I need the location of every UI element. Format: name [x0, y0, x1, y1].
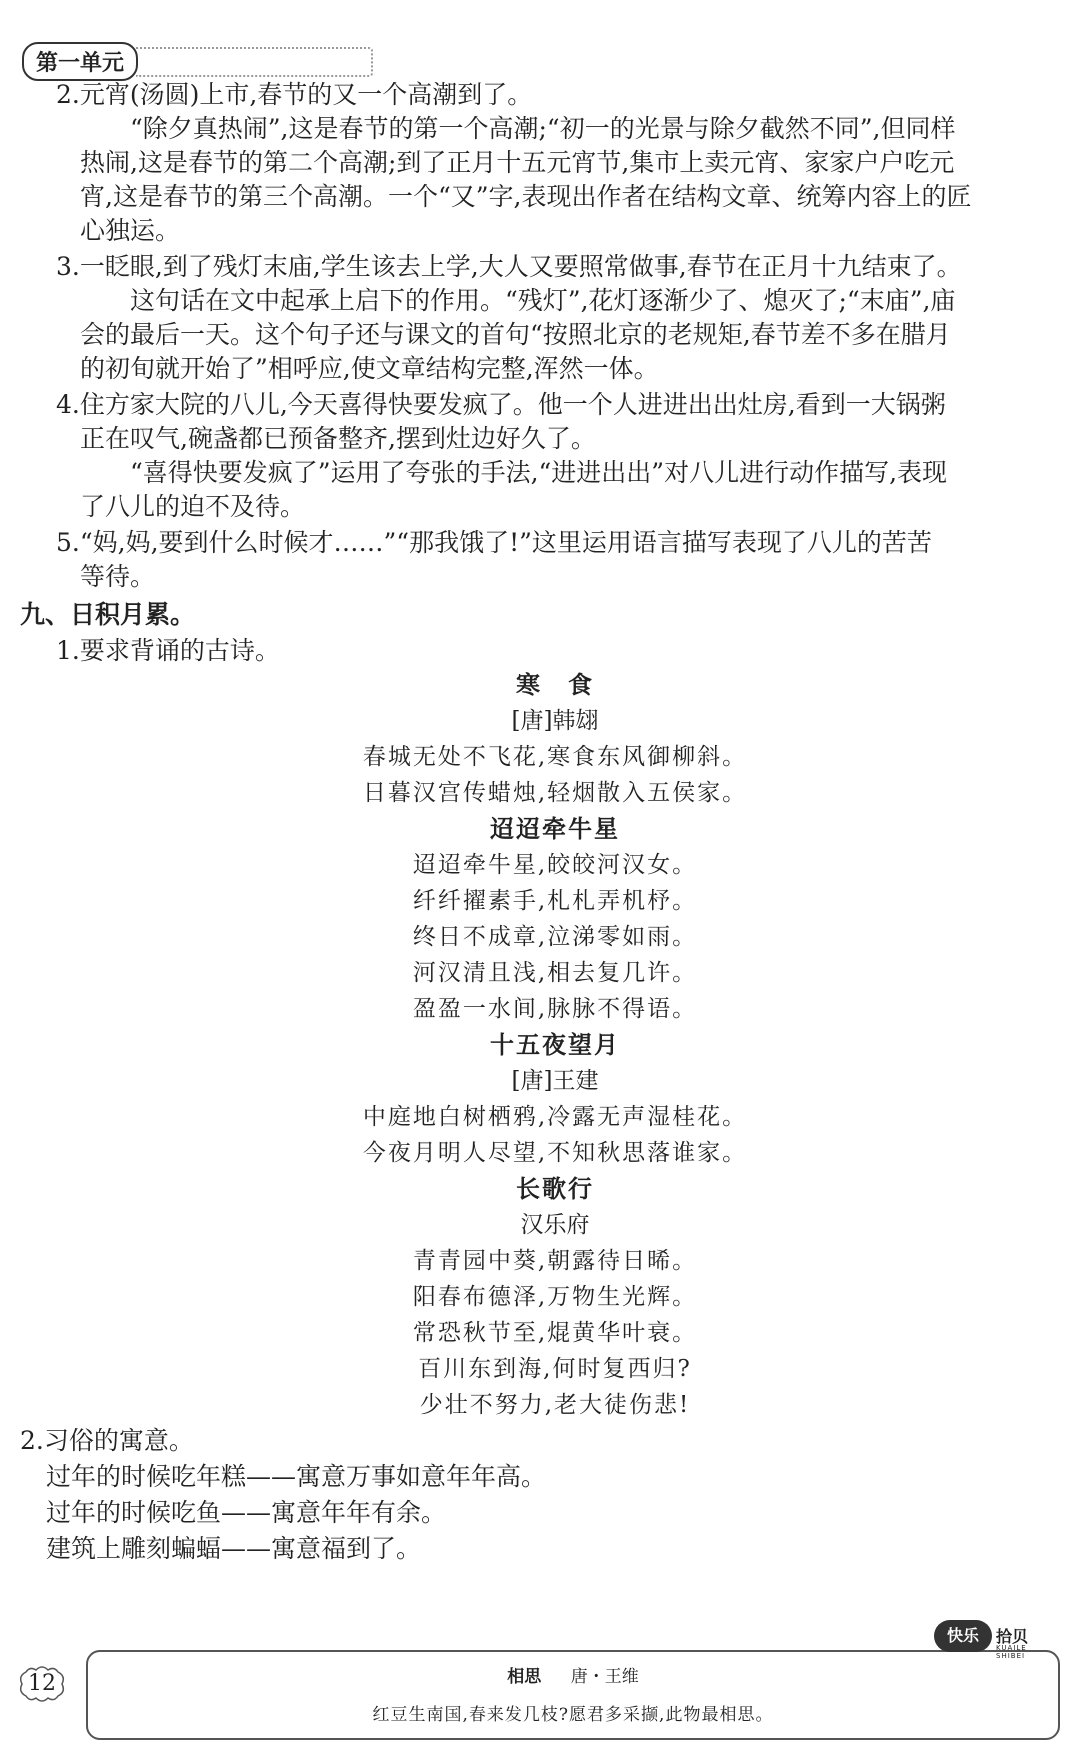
poem-verse: 今夜月明人尽望,不知秋思落谁家。 — [362, 1140, 748, 1166]
poem-title: 寒 食 — [516, 671, 594, 699]
answer-2-expl-line-1: “除夕真热闹”,这是春节的第一个高潮;“初一的光景与除夕截然不同”,但同样 — [130, 114, 956, 143]
poem-verse: 中庭地白树栖鸦,冷露无声湿桂花。 — [362, 1104, 748, 1130]
answer-4-line-1: 4.住方家大院的八儿,今天喜得快要发疯了。他一个人进进出出灶房,看到一大锅粥 — [56, 390, 946, 419]
answer-2-expl-line-4: 心独运。 — [80, 216, 181, 245]
poem-verse: 日暮汉宫传蜡烛,轻烟散入五侯家。 — [362, 780, 748, 806]
answer-2-expl-line-3: 宵,这是春节的第三个高潮。一个“又”字,表现出作者在结构文章、统筹内容上的匠 — [80, 182, 972, 211]
brand-logo — [934, 1620, 1054, 1660]
answer-4-expl-line-1: “喜得快要发疯了”运用了夸张的手法,“进进出出”对八儿进行动作描写,表现 — [130, 458, 948, 487]
unit-label: 第一单元 — [22, 42, 138, 81]
poem-verse: 常恐秋节至,焜黄华叶衰。 — [412, 1320, 698, 1346]
footer-poem-author: 唐・王维 — [570, 1667, 639, 1687]
answer-2-expl-line-2: 热闹,这是春节的第二个高潮;到了正月十五元宵节,集市上卖元宵、家家户户吃元 — [80, 148, 955, 177]
answer-3-expl-line-2: 会的最后一天。这个句子还与课文的首句“按照北京的老规矩,春节差不多在腊月 — [80, 320, 951, 349]
section-9-heading: 九、日积月累。 — [20, 600, 196, 629]
poem-verse: 春城无处不飞花,寒食东风御柳斜。 — [362, 744, 748, 770]
unit-tag — [22, 42, 373, 81]
brand-text: 拾贝 — [996, 1627, 1029, 1646]
answer-5-line-2: 等待。 — [80, 562, 156, 591]
poem-title: 迢迢牵牛星 — [490, 815, 620, 843]
answer-3-expl-line-1: 这句话在文中起承上启下的作用。“残灯”,花灯逐渐少了、熄灭了;“末庙”,庙 — [130, 286, 956, 315]
poem-verse: 少壮不努力,老大徒伤悲! — [419, 1392, 691, 1418]
poem-verse: 盈盈一水间,脉脉不得语。 — [412, 996, 698, 1022]
answer-3-line-1: 3.一眨眼,到了残灯末庙,学生该去上学,大人又要照常做事,春节在正月十九结束了。 — [56, 252, 962, 281]
poem-verse: 青青园中葵,朝露待日晞。 — [412, 1248, 698, 1274]
poem-title: 长歌行 — [516, 1175, 594, 1203]
poem-verse: 河汉清且浅,相去复几许。 — [412, 960, 698, 986]
answer-2-line-1: 2.元宵(汤圆)上市,春节的又一个高潮到了。 — [56, 80, 533, 109]
brand-bubble: 快乐 — [934, 1620, 992, 1652]
answer-4-line-2: 正在叹气,碗盏都已预备整齐,摆到灶边好久了。 — [80, 424, 596, 453]
page-number-badge — [16, 1664, 68, 1704]
footer-poem-heading — [88, 1662, 1058, 1687]
poem-verse: 纤纤擢素手,札札弄机杼。 — [412, 888, 698, 914]
answer-3-expl-line-3: 的初旬就开始了”相呼应,使文章结构完整,浑然一体。 — [80, 354, 659, 383]
poem-author: 汉乐府 — [520, 1212, 590, 1238]
custom-line-1: 过年的时候吃年糕——寓意万事如意年年高。 — [46, 1462, 547, 1491]
poem-author: [唐]韩翃 — [511, 708, 599, 734]
poem-verse: 百川东到海,何时复西归? — [418, 1356, 692, 1382]
section-9-item-2: 2.习俗的寓意。 — [20, 1426, 194, 1455]
poem-author: [唐]王建 — [511, 1068, 599, 1094]
unit-dotted-bar — [136, 47, 373, 77]
section-9-item-1: 1.要求背诵的古诗。 — [56, 636, 280, 665]
custom-line-2: 过年的时候吃鱼——寓意年年有余。 — [46, 1498, 447, 1527]
custom-line-3: 建筑上雕刻蝙蝠——寓意福到了。 — [46, 1534, 422, 1563]
page-number: 12 — [28, 1671, 56, 1696]
poem-verse: 迢迢牵牛星,皎皎河汉女。 — [412, 852, 698, 878]
brand-subtext: KUAILE SHIBEI — [996, 1644, 1027, 1660]
answer-5-line-1: 5.“妈,妈,要到什么时候才……”“那我饿了!”这里运用语言描写表现了八儿的苦苦 — [56, 528, 932, 557]
footer-poem-box — [86, 1650, 1060, 1740]
poem-verse: 阳春布德泽,万物生光辉。 — [412, 1284, 698, 1310]
poem-title: 十五夜望月 — [490, 1031, 620, 1059]
footer-poem-title: 相思 — [507, 1667, 542, 1687]
poem-verse: 终日不成章,泣涕零如雨。 — [412, 924, 698, 950]
footer — [0, 1620, 1080, 1740]
footer-poem-text: 红豆生南国,春来发几枝?愿君多采撷,此物最相思。 — [372, 1705, 774, 1725]
answer-4-expl-line-2: 了八儿的迫不及待。 — [80, 492, 306, 521]
